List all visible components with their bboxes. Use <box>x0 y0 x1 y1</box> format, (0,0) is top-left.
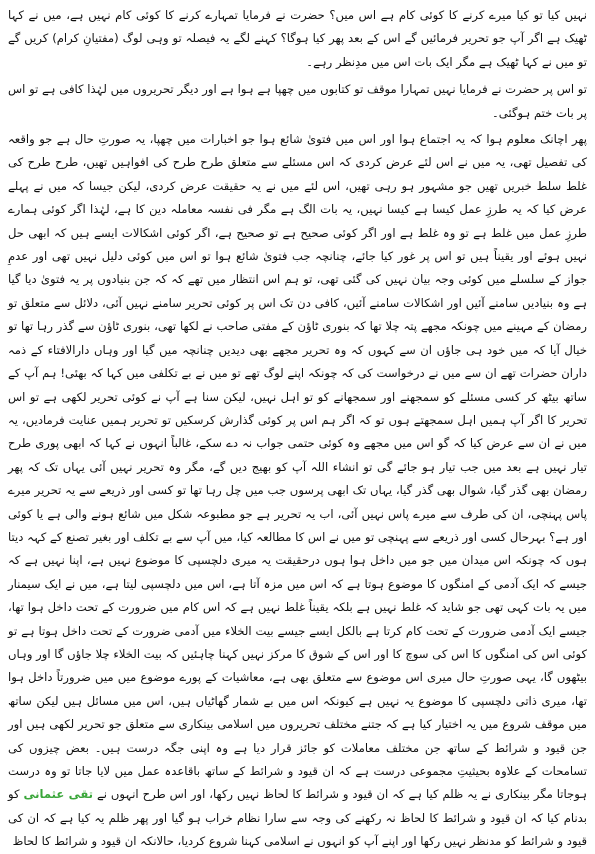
document-page <box>8 4 588 849</box>
paragraph-opening-dialogue: نہیں کیا تو کیا میرے کرنے کا کوئی کام ہے اس میں؟ حضرت نے فرمایا تمہارے کرنے کا کوئی کام نہیں ہے، میں نے کہا ٹھیک ہے اگر آپ جو تحریر فرمائیں گے اس کے بعد پھر کیا ہوگا؟ کہنے لگے یہ فیصلہ تو وہی لوگ (مفتیانِ کرام) کریں گے تو میں نے کہا ٹھیک ہے مگر ایک بات اس میں مدِنظر رہے۔ <box>8 8 587 69</box>
paragraph-main-body <box>8 128 587 854</box>
main-body-text: پھر اچانک معلوم ہوا کہ یہ اجتماع ہوا اور اس میں فتویٰ شائع ہوا جو اخبارات میں چھپا، یہ صورتِ حال ہے جو واقعہ کی تفصیل تھی، یہ میں نے اس لئے عرض کردی کہ اس مسئلے سے متعلق طرح طرح کی افواہیں تھیں، طرح طرح کی غلط سلط خبریں تھیں جو مشہور ہو رہی تھیں، اس لئے میں نے یہ حقیقت عرض کردی، لیکن جیسا کہ میں نے پہلے عرض کیا کہ یہ طرزِ عمل کیسا ہے کیسا نہیں، یہ بات الگ ہے مگر فی نفسہ معاملہ دین کا ہے، لہٰذا اگر کوئی ہمارے طرزِ عمل میں غلط ہے تو وہ غلط ہے اور اگر کوئی صحیح ہے تو صحیح ہے، اگر کوئی اشکالات ایسے ہیں کہ ابھی حل نہیں ہوئے اور یقیناً ہیں تو اس پر غور کیا جائے، چنانچہ جب فتویٰ شائع ہوا تو اس میں کوئی دلیل نہیں تھی اور عدمِ جواز کے سلسلے میں کوئی وجہ بیان نہیں کی گئی تھی، تو ہم اس انتظار میں تھے کہ کہ جن بنیادوں پر یہ فتویٰ دیا گیا ہے وہ بنیادیں سامنے آئیں اور اشکالات سامنے آئیں، کافی دن تک اس پر کوئی تحریر سامنے نہیں آئی، دلائل سے متعلق تو رمضان کے مہینے میں چونکہ مجھے پتہ چلا تھا کہ بنوری ٹاؤن کے مفتی صاحب نے لکھا تھی، بنوری ٹاؤن سے گذر رہا تھا تو خیال آیا کہ میں خود ہی جاؤں ان سے کہوں کہ وہ تحریر مجھے بھی دیدیں چنانچہ میں گیا اور وہاں دارالافتاء کے ذمہ داران حضرات تھے ان سے میں نے درخواست کی کہ چونکہ اپنے لوگ تھے تو میں نے بے تکلفی میں کہا کہ بھئی! ہم آپ کے ساتھ بیٹھ کر کسی مسئلے کو سمجھنے اور سمجھانے کو تو اہل نہیں، لیکن سنا ہے آپ نے کوئی تحریر لکھی ہے تو اس تحریر کا اگر آپ ہمیں اہل سمجھتے ہوں تو کہ اگر ہم اس پر کوئی گذارش کرسکیں تو تحریر ہمیں عنایت فرمادیں، یہ میں نے ان سے عرض کیا کہ گو اس میں مجھے وہ کوئی حتمی جواب نہ دے سکے، غالباً انہوں نے کہا کہ ابھی پوری طرح تیار نہیں ہے بعد میں جب تیار ہو جائے گی تو انشاء اللہ آپ کو بھیج دیں گے، مگر وہ تحریر نہیں آئی یہاں تک کہ پھر رمضان بھی گذر گیا، شوال بھی گذر گیا، یہاں تک ابھی پرسوں جب میں چل رہا تھا تو کسی اور ذریعے سے یہ تحریر میرے پاس پہنچی، ان کی طرف سے میرے پاس نہیں آئی، اب یہ تحریر ہے جو مطبوعہ شکل میں شائع ہونے والی ہے یا کوئی اور ہے؟ بہرحال کسی اور ذریعے سے پہنچی تو میں نے اس کا مطالعہ کیا، میں آپ سے بے تکلف اور بغیر تصنع کے کہہ دیتا ہوں کہ چونکہ اس میدان میں جو میں داخل ہوا ہوں درحقیقت یہ میری دلچسپی کا موضوع نہیں ہے، اپنا نہیں ہے کہ جیسے کہ ایک آدمی کے امنگوں کا موضوع ہوتا ہے کہ اس میں مزہ آتا ہے، اس میں دلچسپی لیتا ہے، میں نے ایک سیمنار میں یہ بات کہی تھی جو شاید کہ غلط نہیں ہے بلکہ یقیناً غلط نہیں ہے کہ اس کام میں ضرورت کے تحت داخل ہوا تھا، جیسے ایک آدمی ضرورت کے تحت کام کرتا ہے بالکل ایسے جیسے بیت الخلاء میں آدمی ضرورت کے تحت داخل ہوتا ہے تو کوئی اس کی امنگوں کا اس کی سوچ کا اور اس کے شوق کا مرکز نہیں کہنا چاہئیں کہ بیت الخلاء چلا جاؤں گا اور وہاں بیٹھوں گا، یہی صورتِ حال میری اس موضوع سے متعلق بھی ہے، معاشیات کے پورے موضوع میں میں ضرورتاً داخل ہوا تھا، میری ذاتی دلچسپی کا موضوع یہ نہیں ہے کیونکہ اس میں بے شمار گھاٹیاں ہیں، اس میں مسائل ہیں لیکن ساتھ میں موقف شروع میں یہ اختیار کیا ہے کہ جتنے مختلف تحریروں میں اسلامی بینکاری سے متعلق جو تحریر لکھی ہیں اور جن قیود و شرائط کے ساتھ جن مختلف معاملات کو جائز قرار دیا ہے وہ اپنی جگہ درست ہیں۔ بعض چیزوں کی تسامحات کے علاوہ بحیثیتِ مجموعی درست ہے کہ ان قیود و شرائط کے ساتھ باقاعدہ عمل میں لایا جاتا تو وہ درست ہوجاتا مگر بینکاری نے یہ ظلم کیا ہے کہ ان قیود و شرائط کا لحاظ نہیں رکھا، اور اس طرح انہوں نے <box>8 132 588 802</box>
highlighted-name: تقی عثمانی <box>23 787 94 802</box>
paragraph-hazrat-reply: تو اس پر حضرت نے فرمایا نہیں تمہارا موقف تو کتابوں میں چھپا ہے ہوا ہے اور دیگر تحریروں میں لہٰذا کافی ہے تو اس پر بات ختم ہوگئی۔ <box>8 82 587 120</box>
main-body-text-after: کو بدنام کیا کہ ان قیود و شرائط کا لحاظ نہ رکھنے کی وجہ سے سارا نظام خراب ہو گیا اور پھر ظلم یہ کیا ہے کہ ان کی قیود و شرائط کو مدنظر نہیں رکھا اور اپنے آپ کو انہوں نے اسلامی کہنا شروع کردیا، حالانکہ ان قیود و شرائط کا لحاظ <box>8 787 587 849</box>
